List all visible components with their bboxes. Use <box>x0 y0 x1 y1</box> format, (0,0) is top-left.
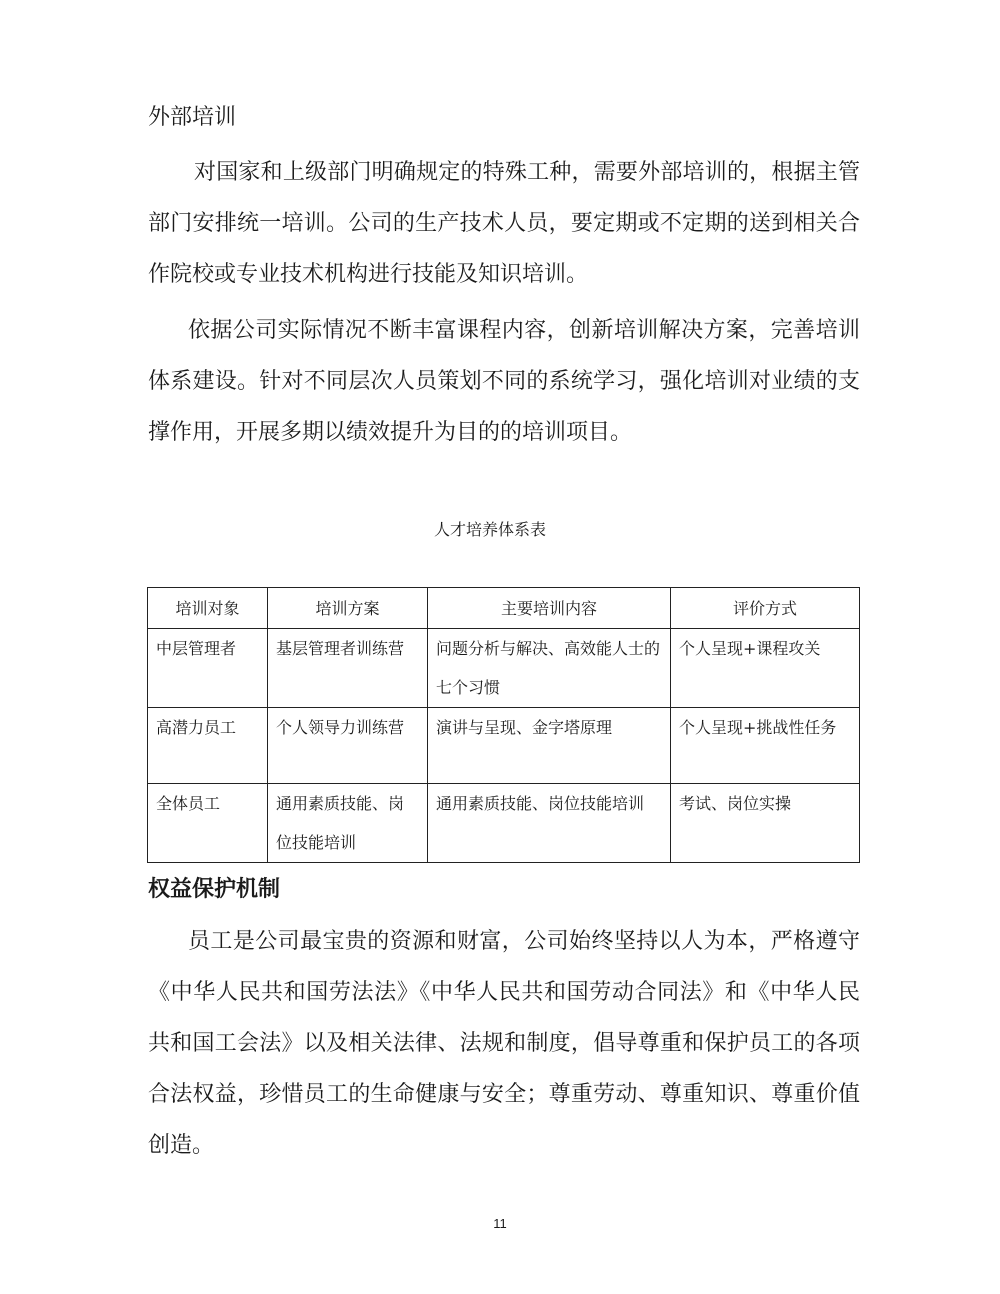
table-cell: 基层管理者训练营 <box>268 629 428 708</box>
header-evaluation-method: 评价方式 <box>671 588 860 629</box>
table-row <box>148 629 860 708</box>
table-cell: 通用素质技能、岗位技能培训 <box>428 784 671 863</box>
paragraph-rights-protection: 员工是公司最宝贵的资源和财富，公司始终坚持以人为本，严格遵守《中华人民共和国劳法法》《中华人民共和国劳动合同法》和《中华人民共和国工会法》以及相关法律、法规和制度，倡导尊重和保护员工的各项合法权益，珍惜员工的生命健康与安全；尊重劳动、尊重知识、尊重价值创造。 <box>148 929 860 1158</box>
table-caption: 人才培养体系表 <box>433 520 546 539</box>
table-cell: 通用素质技能、岗位技能培训 <box>268 784 428 863</box>
section-title-rights-protection: 权益保护机制 <box>148 877 281 902</box>
table-cell: 个人领导力训练营 <box>268 708 428 784</box>
table-cell: 个人呈现+挑战性任务 <box>671 708 860 784</box>
paragraph-external-training: 对国家和上级部门明确规定的特殊工种，需要外部培训的，根据主管部门安排统一培训。公司的生产技术人员，要定期或不定期的送到相关合作院校或专业技术机构进行技能及知识培训。 <box>148 160 860 287</box>
table-cell: 全体员工 <box>148 784 268 863</box>
table-cell: 中层管理者 <box>148 629 268 708</box>
table-cell: 高潜力员工 <box>148 708 268 784</box>
table-cell: 问题分析与解决、高效能人士的七个习惯 <box>428 629 671 708</box>
table-header-row <box>148 588 860 629</box>
section-title-external-training: 外部培训 <box>148 105 237 130</box>
paragraph-training-system: 依据公司实际情况不断丰富课程内容，创新培训解决方案，完善培训体系建设。针对不同层次人员策划不同的系统学习，强化培训对业绩的支撑作用，开展多期以绩效提升为目的的培训项目。 <box>148 318 860 445</box>
table-row <box>148 708 860 784</box>
talent-development-table <box>147 587 860 863</box>
header-training-target: 培训对象 <box>148 588 268 629</box>
page-number: 11 <box>493 1216 507 1231</box>
table-row <box>148 784 860 863</box>
table-cell: 演讲与呈现、金字塔原理 <box>428 708 671 784</box>
header-training-plan: 培训方案 <box>268 588 428 629</box>
table-cell: 个人呈现+课程攻关 <box>671 629 860 708</box>
table-cell: 考试、岗位实操 <box>671 784 860 863</box>
header-training-content: 主要培训内容 <box>428 588 671 629</box>
